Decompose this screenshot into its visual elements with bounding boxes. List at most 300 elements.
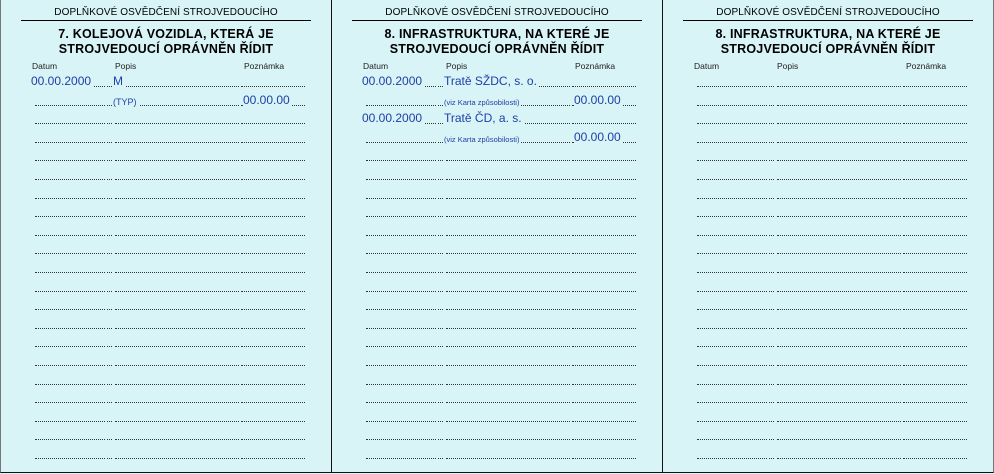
form-row	[1, 388, 331, 406]
dotted-line	[903, 365, 967, 366]
dotted-line	[438, 160, 443, 161]
dotted-line	[769, 216, 774, 217]
dotted-line	[697, 235, 767, 236]
dotted-line	[697, 216, 767, 217]
form-row	[1, 91, 331, 109]
dotted-line	[366, 421, 436, 422]
form-row	[1, 425, 331, 443]
entry-note: 00.00.00	[574, 92, 621, 107]
dotted-line	[903, 346, 967, 347]
entry-description: (viz Karta způsobilosti)	[444, 97, 520, 107]
dotted-line	[35, 458, 105, 459]
dotted-line	[903, 216, 967, 217]
form-row	[332, 221, 662, 239]
dotted-line	[572, 123, 636, 124]
entry-description: (TYP)	[113, 96, 137, 107]
dotted-line	[366, 346, 436, 347]
dotted-line	[769, 439, 774, 440]
dotted-line	[366, 365, 436, 366]
column-header-date: Datum	[32, 61, 58, 71]
dotted-line	[697, 365, 767, 366]
form-row	[332, 258, 662, 276]
page-infrastructure	[331, 0, 663, 473]
dotted-line	[366, 160, 436, 161]
dotted-line	[241, 179, 305, 180]
page-header: DOPLŇKOVÉ OSVĚDČENÍ STROJVEDOUCÍHO	[352, 7, 642, 21]
dotted-line	[446, 458, 570, 459]
dotted-line	[107, 384, 112, 385]
dotted-line	[446, 179, 570, 180]
dotted-line	[115, 346, 239, 347]
dotted-line	[769, 235, 774, 236]
form-row	[332, 314, 662, 332]
form-row	[663, 202, 993, 220]
column-header-note: Poznámka	[244, 61, 285, 71]
column-header-description: Popis	[446, 61, 468, 71]
dotted-line	[241, 142, 305, 143]
column-header-note: Poznámka	[906, 61, 947, 71]
entry-description: M	[113, 74, 123, 88]
dotted-line	[107, 86, 112, 87]
form-row	[1, 295, 331, 313]
dotted-line	[366, 458, 436, 459]
title-line-2: STROJVEDOUCÍ OPRÁVNĚN ŘÍDIT	[389, 42, 605, 56]
dotted-line	[446, 160, 570, 161]
form-row	[663, 332, 993, 350]
dotted-line	[777, 439, 901, 440]
dotted-line	[903, 198, 967, 199]
dotted-line	[241, 235, 305, 236]
dotted-line	[35, 179, 105, 180]
dotted-line	[35, 439, 105, 440]
dotted-line	[438, 198, 443, 199]
dotted-line	[35, 328, 105, 329]
dotted-line	[107, 235, 112, 236]
dotted-line	[903, 291, 967, 292]
dotted-line	[777, 309, 901, 310]
dotted-line	[115, 384, 239, 385]
form-row	[1, 407, 331, 425]
dotted-line	[438, 309, 443, 310]
dotted-line	[241, 309, 305, 310]
entry-note: 00.00.00	[574, 129, 621, 144]
form-row	[663, 146, 993, 164]
dotted-line	[697, 142, 767, 143]
dotted-line	[903, 86, 967, 87]
dotted-line	[777, 160, 901, 161]
dotted-line	[572, 272, 636, 273]
dotted-line	[115, 439, 239, 440]
dotted-line	[572, 309, 636, 310]
form-row	[332, 407, 662, 425]
form-row	[663, 370, 993, 388]
dotted-line	[438, 86, 443, 87]
form-row	[1, 72, 331, 90]
dotted-line	[769, 105, 774, 106]
dotted-line	[107, 439, 112, 440]
dotted-line	[572, 328, 636, 329]
dotted-line	[35, 365, 105, 366]
dotted-line	[366, 235, 436, 236]
form-row	[332, 165, 662, 183]
page-header: DOPLŇKOVÉ OSVĚDČENÍ STROJVEDOUCÍHO	[21, 7, 311, 21]
page-vehicles	[0, 0, 332, 473]
dotted-line	[115, 198, 239, 199]
dotted-line	[366, 198, 436, 199]
dotted-line	[903, 142, 967, 143]
dotted-line	[903, 123, 967, 124]
dotted-line	[241, 384, 305, 385]
dotted-line	[107, 421, 112, 422]
dotted-line	[107, 198, 112, 199]
dotted-line	[35, 216, 105, 217]
form-row	[1, 128, 331, 146]
dotted-line	[446, 346, 570, 347]
dotted-line	[697, 346, 767, 347]
dotted-line	[438, 179, 443, 180]
dotted-line	[438, 365, 443, 366]
dotted-line	[777, 272, 901, 273]
dotted-line	[241, 421, 305, 422]
dotted-line	[777, 346, 901, 347]
dotted-line	[446, 235, 570, 236]
dotted-line	[446, 328, 570, 329]
dotted-line	[115, 309, 239, 310]
form-row	[663, 72, 993, 90]
dotted-line	[241, 198, 305, 199]
dotted-line	[35, 272, 105, 273]
dotted-line	[446, 402, 570, 403]
form-row	[663, 277, 993, 295]
dotted-line	[697, 421, 767, 422]
dotted-line	[903, 384, 967, 385]
page-title	[673, 27, 983, 57]
dotted-line	[572, 402, 636, 403]
dotted-line	[777, 216, 901, 217]
dotted-line	[697, 123, 767, 124]
entry-description: Tratě SŽDC, s. o.	[444, 74, 537, 88]
form-row	[332, 444, 662, 462]
dotted-line	[697, 402, 767, 403]
dotted-line	[769, 253, 774, 254]
dotted-line	[115, 216, 239, 217]
form-row	[663, 221, 993, 239]
dotted-line	[107, 291, 112, 292]
dotted-line	[903, 402, 967, 403]
dotted-line	[438, 142, 443, 143]
form-row	[332, 370, 662, 388]
dotted-line	[572, 439, 636, 440]
dotted-line	[115, 421, 239, 422]
dotted-line	[572, 384, 636, 385]
dotted-line	[769, 142, 774, 143]
dotted-line	[769, 421, 774, 422]
form-row	[663, 165, 993, 183]
dotted-line	[572, 179, 636, 180]
title-line-1: 8. INFRASTRUKTURA, NA KTERÉ JE	[715, 27, 941, 41]
dotted-line	[903, 458, 967, 459]
dotted-line	[777, 142, 901, 143]
form-row	[332, 425, 662, 443]
dotted-line	[438, 346, 443, 347]
dotted-line	[777, 253, 901, 254]
dotted-line	[769, 179, 774, 180]
dotted-line	[697, 384, 767, 385]
entry-date: 00.00.2000	[362, 74, 423, 88]
dotted-line	[446, 272, 570, 273]
dotted-line	[769, 384, 774, 385]
title-line-2: STROJVEDOUCÍ OPRÁVNĚN ŘÍDIT	[720, 42, 936, 56]
entry-description: (viz Karta způsobilosti)	[444, 134, 520, 144]
title-line-2: STROJVEDOUCÍ OPRÁVNĚN ŘÍDIT	[58, 42, 274, 56]
dotted-line	[107, 365, 112, 366]
title-line-1: 7. KOLEJOVÁ VOZIDLA, KTERÁ JE	[58, 27, 274, 41]
dotted-line	[241, 328, 305, 329]
dotted-line	[572, 160, 636, 161]
dotted-line	[241, 160, 305, 161]
dotted-line	[438, 253, 443, 254]
dotted-line	[241, 123, 305, 124]
page-title	[11, 27, 321, 57]
dotted-line	[35, 309, 105, 310]
dotted-line	[438, 328, 443, 329]
form-row	[663, 351, 993, 369]
dotted-line	[769, 272, 774, 273]
dotted-line	[366, 142, 436, 143]
form-row	[1, 165, 331, 183]
dotted-line	[115, 86, 239, 87]
form-row	[663, 91, 993, 109]
dotted-line	[366, 105, 436, 106]
dotted-line	[903, 160, 967, 161]
dotted-line	[903, 328, 967, 329]
dotted-line	[446, 365, 570, 366]
dotted-line	[35, 123, 105, 124]
form-row	[663, 184, 993, 202]
dotted-line	[697, 253, 767, 254]
dotted-line	[777, 402, 901, 403]
form-row	[663, 425, 993, 443]
page-header: DOPLŇKOVÉ OSVĚDČENÍ STROJVEDOUCÍHO	[683, 7, 973, 21]
dotted-line	[697, 291, 767, 292]
dotted-line	[697, 309, 767, 310]
dotted-line	[35, 160, 105, 161]
dotted-line	[438, 421, 443, 422]
title-line-1: 8. INFRASTRUKTURA, NA KTERÉ JE	[384, 27, 610, 41]
dotted-line	[572, 235, 636, 236]
form-row	[332, 351, 662, 369]
dotted-line	[769, 365, 774, 366]
dotted-line	[777, 235, 901, 236]
dotted-line	[107, 179, 112, 180]
entry-date: 00.00.2000	[362, 111, 423, 126]
dotted-line	[115, 142, 239, 143]
dotted-line	[769, 309, 774, 310]
dotted-line	[572, 216, 636, 217]
dotted-line	[115, 160, 239, 161]
dotted-line	[572, 198, 636, 199]
dotted-line	[438, 123, 443, 124]
dotted-line	[438, 105, 443, 106]
form-row	[663, 444, 993, 462]
dotted-line	[572, 458, 636, 459]
dotted-line	[107, 328, 112, 329]
dotted-line	[572, 253, 636, 254]
dotted-line	[769, 160, 774, 161]
dotted-line	[572, 346, 636, 347]
dotted-line	[438, 384, 443, 385]
dotted-line	[35, 384, 105, 385]
form-row	[332, 184, 662, 202]
dotted-line	[107, 346, 112, 347]
dotted-line	[241, 216, 305, 217]
form-row	[332, 109, 662, 127]
dotted-line	[241, 458, 305, 459]
dotted-line	[241, 86, 305, 87]
dotted-line	[107, 272, 112, 273]
dotted-line	[35, 346, 105, 347]
entry-description: Tratě ČD, a. s.	[444, 111, 522, 126]
form-row	[332, 72, 662, 90]
form-row	[663, 239, 993, 257]
dotted-line	[446, 216, 570, 217]
dotted-line	[777, 105, 901, 106]
dotted-line	[115, 123, 239, 124]
dotted-line	[438, 439, 443, 440]
form-row	[332, 128, 662, 146]
dotted-line	[903, 179, 967, 180]
dotted-line	[769, 123, 774, 124]
column-header-date: Datum	[363, 61, 389, 71]
dotted-line	[438, 216, 443, 217]
dotted-line	[446, 253, 570, 254]
form-row	[332, 332, 662, 350]
dotted-line	[115, 328, 239, 329]
dotted-line	[107, 402, 112, 403]
form-row	[663, 258, 993, 276]
dotted-line	[438, 291, 443, 292]
dotted-line	[446, 291, 570, 292]
dotted-line	[697, 458, 767, 459]
form-row	[1, 370, 331, 388]
dotted-line	[572, 421, 636, 422]
dotted-line	[107, 253, 112, 254]
dotted-line	[697, 198, 767, 199]
dotted-line	[241, 346, 305, 347]
dotted-line	[777, 198, 901, 199]
dotted-line	[115, 458, 239, 459]
dotted-line	[241, 365, 305, 366]
column-header-description: Popis	[115, 61, 137, 71]
form-row	[663, 388, 993, 406]
dotted-line	[241, 439, 305, 440]
form-row	[332, 295, 662, 313]
column-header-note: Poznámka	[575, 61, 616, 71]
column-header-date: Datum	[694, 61, 720, 71]
dotted-line	[115, 272, 239, 273]
dotted-line	[35, 291, 105, 292]
dotted-line	[777, 384, 901, 385]
form-row	[663, 128, 993, 146]
dotted-line	[115, 402, 239, 403]
form-row	[1, 202, 331, 220]
dotted-line	[438, 235, 443, 236]
dotted-line	[35, 198, 105, 199]
dotted-line	[769, 346, 774, 347]
dotted-line	[777, 365, 901, 366]
dotted-line	[446, 421, 570, 422]
form-row	[1, 258, 331, 276]
dotted-line	[446, 384, 570, 385]
page-infrastructure-blank	[662, 0, 994, 473]
dotted-line	[777, 458, 901, 459]
dotted-line	[107, 309, 112, 310]
dotted-line	[107, 458, 112, 459]
dotted-line	[697, 160, 767, 161]
form-row	[1, 277, 331, 295]
dotted-line	[35, 402, 105, 403]
dotted-line	[572, 86, 636, 87]
dotted-line	[446, 309, 570, 310]
dotted-line	[241, 253, 305, 254]
dotted-line	[35, 105, 105, 106]
dotted-line	[903, 235, 967, 236]
form-row	[332, 146, 662, 164]
form-row	[1, 221, 331, 239]
column-header-description: Popis	[777, 61, 799, 71]
dotted-line	[572, 291, 636, 292]
dotted-line	[241, 272, 305, 273]
dotted-line	[777, 421, 901, 422]
dotted-line	[903, 253, 967, 254]
dotted-line	[769, 86, 774, 87]
dotted-line	[697, 328, 767, 329]
dotted-line	[438, 272, 443, 273]
dotted-line	[366, 402, 436, 403]
dotted-line	[769, 402, 774, 403]
form-row	[1, 332, 331, 350]
dotted-line	[903, 272, 967, 273]
form-row	[663, 295, 993, 313]
form-row	[1, 109, 331, 127]
dotted-line	[777, 291, 901, 292]
dotted-line	[115, 253, 239, 254]
dotted-line	[366, 309, 436, 310]
dotted-line	[366, 253, 436, 254]
dotted-line	[107, 105, 112, 106]
dotted-line	[35, 235, 105, 236]
entry-note: 00.00.00	[243, 92, 290, 107]
form-row	[663, 407, 993, 425]
dotted-line	[903, 421, 967, 422]
form-row	[1, 184, 331, 202]
form-row	[1, 314, 331, 332]
dotted-line	[697, 86, 767, 87]
dotted-line	[366, 439, 436, 440]
dotted-line	[777, 86, 901, 87]
dotted-line	[903, 439, 967, 440]
dotted-line	[366, 216, 436, 217]
form-row	[1, 239, 331, 257]
form-row	[1, 351, 331, 369]
form-row	[332, 388, 662, 406]
dotted-line	[35, 142, 105, 143]
dotted-line	[241, 402, 305, 403]
dotted-line	[903, 309, 967, 310]
dotted-line	[115, 365, 239, 366]
dotted-line	[107, 216, 112, 217]
dotted-line	[769, 198, 774, 199]
